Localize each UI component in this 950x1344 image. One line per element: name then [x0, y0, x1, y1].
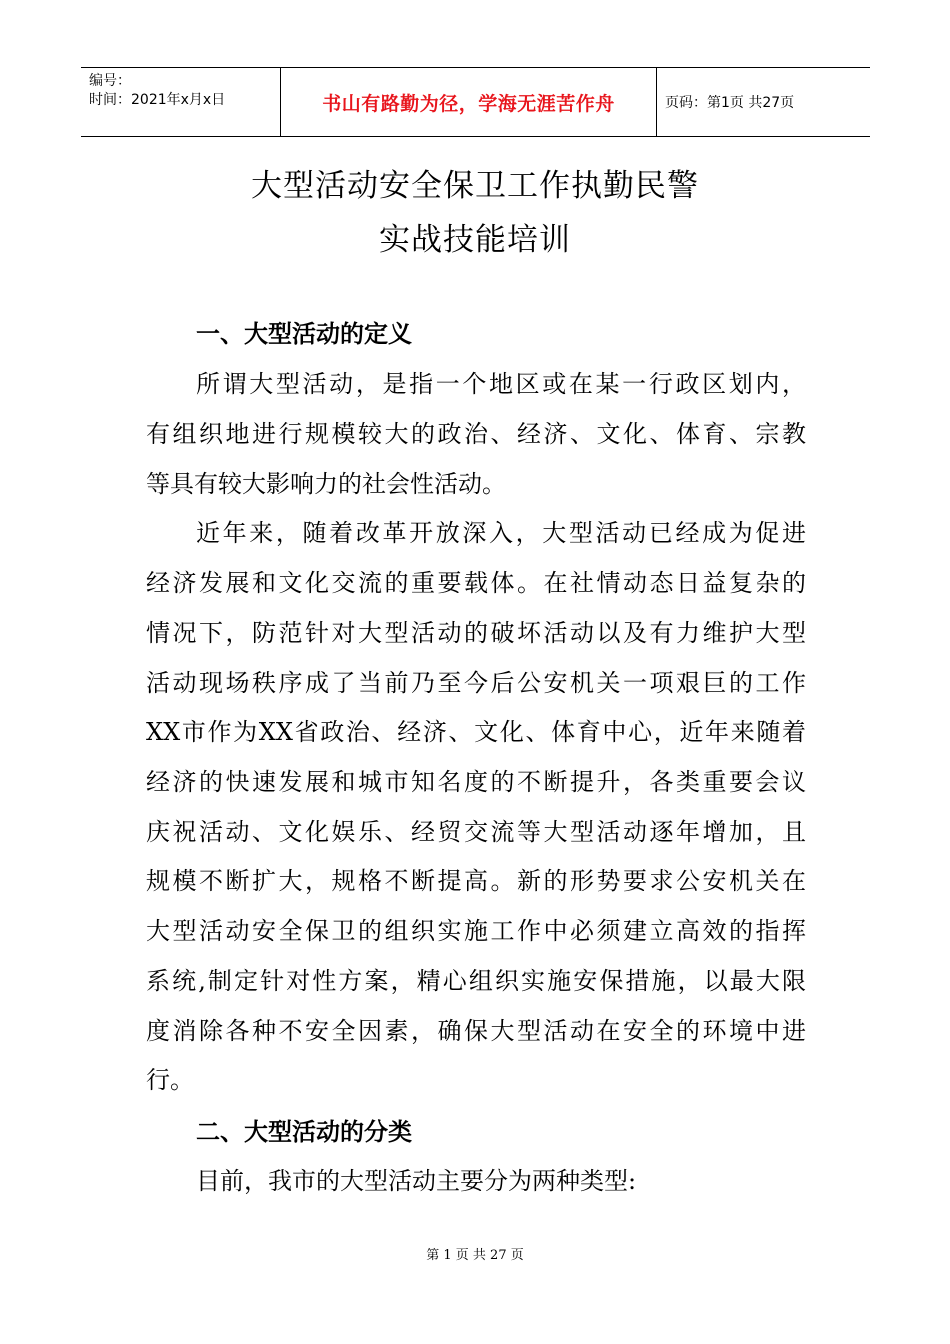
paragraph-line: 庆祝活动、文化娱乐、经贸交流等大型活动逐年增加，且: [146, 818, 806, 846]
header-motto: 书山有路勤为径，学海无涯苦作舟: [281, 68, 657, 136]
paragraph-line: 经济发展和文化交流的重要载体。在社情动态日益复杂的: [146, 569, 806, 597]
paragraph-line: 近年来，随着改革开放深入，大型活动已经成为促进: [196, 519, 806, 547]
number-label: 编号：: [89, 73, 131, 89]
paragraph-line: 度消除各种不安全因素，确保大型活动在安全的环境中进: [146, 1017, 806, 1045]
paragraph-line: 等具有较大影响力的社会性活动。: [146, 470, 506, 498]
paragraph-line: 行。: [146, 1066, 194, 1094]
header-page-info: 页码：第1页 共27页: [665, 95, 795, 111]
header-meta-cell: [81, 68, 281, 136]
paragraph-line: 所谓大型活动，是指一个地区或在某一行政区划内，: [196, 370, 806, 398]
paragraph-line: 目前，我市的大型活动主要分为两种类型:: [196, 1167, 637, 1195]
paragraph-line: 情况下，防范针对大型活动的破坏活动以及有力维护大型: [146, 619, 806, 647]
paragraph-line: XX市作为XX省政治、经济、文化、体育中心，近年来随着: [146, 718, 806, 746]
document-title-line1: 大型活动安全保卫工作执勤民警: [251, 168, 699, 204]
paragraph-line: 大型活动安全保卫的组织实施工作中必须建立高效的指挥: [146, 917, 806, 945]
header-table: [81, 67, 870, 137]
paragraph-line: 经济的快速发展和城市知名度的不断提升，各类重要会议: [146, 768, 806, 796]
date-label: 时间：2021年x月x日: [89, 92, 226, 108]
document-title-line2: 实战技能培训: [379, 222, 571, 258]
paragraph-line: 规模不断扩大，规格不断提高。新的形势要求公安机关在: [146, 867, 806, 895]
paragraph-line: 系统,制定针对性方案，精心组织实施安保措施，以最大限: [146, 967, 806, 995]
section2-heading: 二、大型活动的分类: [196, 1118, 412, 1146]
section1-heading: 一、大型活动的定义: [196, 320, 412, 348]
paragraph-line: 有组织地进行规模较大的政治、经济、文化、体育、宗教: [146, 420, 806, 448]
paragraph-line: 活动现场秩序成了当前乃至今后公安机关一项艰巨的工作: [146, 669, 806, 697]
page-footer: 第 1 页 共 27 页: [426, 1248, 524, 1263]
